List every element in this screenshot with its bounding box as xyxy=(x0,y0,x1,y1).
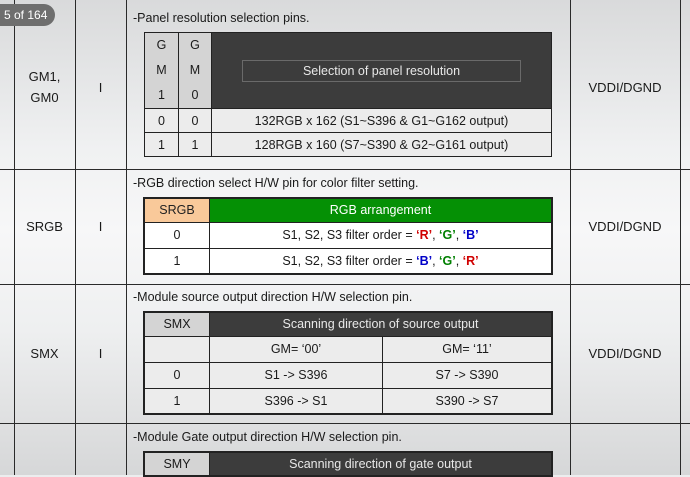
gm1-header-g: G xyxy=(156,38,167,52)
table-row xyxy=(144,362,552,388)
pin-name-smx: SMX xyxy=(30,346,59,361)
srgb-value: 1 xyxy=(144,248,210,274)
power-domain-smx: VDDI/DGND xyxy=(588,346,662,361)
source-direction-table xyxy=(143,311,553,415)
srgb-value: 0 xyxy=(144,222,210,248)
gm0-header-m: M xyxy=(189,63,201,77)
srgb-column-header: SRGB xyxy=(144,198,210,222)
gm1-header-1: 1 xyxy=(158,88,165,102)
source-direction-gm11: S7 -> S390 xyxy=(383,362,553,388)
rgb-table xyxy=(143,197,553,275)
pin-name-gm1: GM1, xyxy=(28,69,61,84)
description-smx: -Module source output direction H/W selection pin. xyxy=(133,290,413,304)
filter-order-prefix: S1, S2, S3 filter order = xyxy=(282,253,417,268)
table-border-col1 xyxy=(75,0,76,475)
filter-sep: , xyxy=(432,253,440,268)
gm00-subheader: GM= ‘00’ xyxy=(210,336,383,362)
gm1-value: 0 xyxy=(145,109,179,133)
smx-column-header: SMX xyxy=(144,312,210,336)
io-type-smx: I xyxy=(98,346,103,361)
gm0-value: 1 xyxy=(179,133,212,157)
filter-first: ‘R’ xyxy=(416,228,433,242)
table-row xyxy=(144,222,552,248)
description-srgb: -RGB direction select H/W pin for color filter setting. xyxy=(133,176,419,190)
filter-second: ‘G’ xyxy=(439,228,456,242)
filter-third: ‘R’ xyxy=(462,253,479,268)
description-smy: -Module Gate output direction H/W selection pin. xyxy=(133,430,402,444)
resolution-header: Selection of panel resolution xyxy=(242,60,521,82)
row-divider-1 xyxy=(0,169,690,170)
filter-third: ‘B’ xyxy=(462,228,479,242)
gm1-value: 1 xyxy=(145,133,179,157)
filter-sep: , xyxy=(432,228,440,242)
gate-scan-header: Scanning direction of gate output xyxy=(210,452,553,476)
smx-value: 0 xyxy=(144,362,210,388)
source-scan-header: Scanning direction of source output xyxy=(210,312,553,336)
row-divider-3 xyxy=(0,423,690,424)
smx-value: 1 xyxy=(144,388,210,414)
gm0-header-g: G xyxy=(190,38,200,52)
filter-order-prefix: S1, S2, S3 filter order = xyxy=(282,228,417,242)
filter-order-cell xyxy=(210,222,553,248)
gm0-value: 0 xyxy=(179,109,212,133)
gm1-header-m: M xyxy=(156,63,167,77)
power-domain-gm: VDDI/DGND xyxy=(588,80,662,95)
filter-second: ‘G’ xyxy=(439,253,456,268)
gm0-header-0: 0 xyxy=(191,88,199,102)
pin-name-gm xyxy=(14,66,75,108)
resolution-value: 128RGB x 160 (S7~S390 & G2~G161 output) xyxy=(212,133,552,157)
table-row xyxy=(144,388,552,414)
table-row xyxy=(145,109,552,133)
gm11-subheader: GM= ‘11’ xyxy=(383,336,553,362)
resolution-header-cell xyxy=(212,33,552,109)
gm0-column-header xyxy=(179,33,212,109)
smx-empty-cell xyxy=(144,336,210,362)
filter-sep: , xyxy=(455,253,463,268)
table-border-col3 xyxy=(570,0,571,475)
source-direction-gm11: S390 -> S7 xyxy=(383,388,553,414)
filter-sep: , xyxy=(455,228,463,242)
row-divider-2 xyxy=(0,284,690,285)
page-number-badge: 5 of 164 xyxy=(0,4,55,26)
resolution-value: 132RGB x 162 (S1~S396 & G1~G162 output) xyxy=(212,109,552,133)
pin-name-srgb: SRGB xyxy=(26,219,63,234)
source-direction-gm00: S396 -> S1 xyxy=(210,388,383,414)
table-border-right xyxy=(680,0,681,475)
smy-column-header: SMY xyxy=(144,452,210,476)
gm1-column-header xyxy=(145,33,179,109)
table-row xyxy=(145,133,552,157)
filter-first: ‘B’ xyxy=(416,253,433,268)
source-direction-gm00: S1 -> S396 xyxy=(210,362,383,388)
io-type-gm: I xyxy=(98,80,103,95)
pin-name-gm0: GM0 xyxy=(30,90,59,105)
table-row xyxy=(144,248,552,274)
description-gm: -Panel resolution selection pins. xyxy=(133,11,310,25)
io-type-srgb: I xyxy=(98,219,103,234)
gate-direction-table xyxy=(143,451,553,477)
table-border-col2 xyxy=(126,0,127,475)
power-domain-srgb: VDDI/DGND xyxy=(588,219,662,234)
rgb-arrangement-header: RGB arrangement xyxy=(210,198,553,222)
filter-order-cell xyxy=(210,248,553,274)
resolution-table xyxy=(144,32,552,157)
